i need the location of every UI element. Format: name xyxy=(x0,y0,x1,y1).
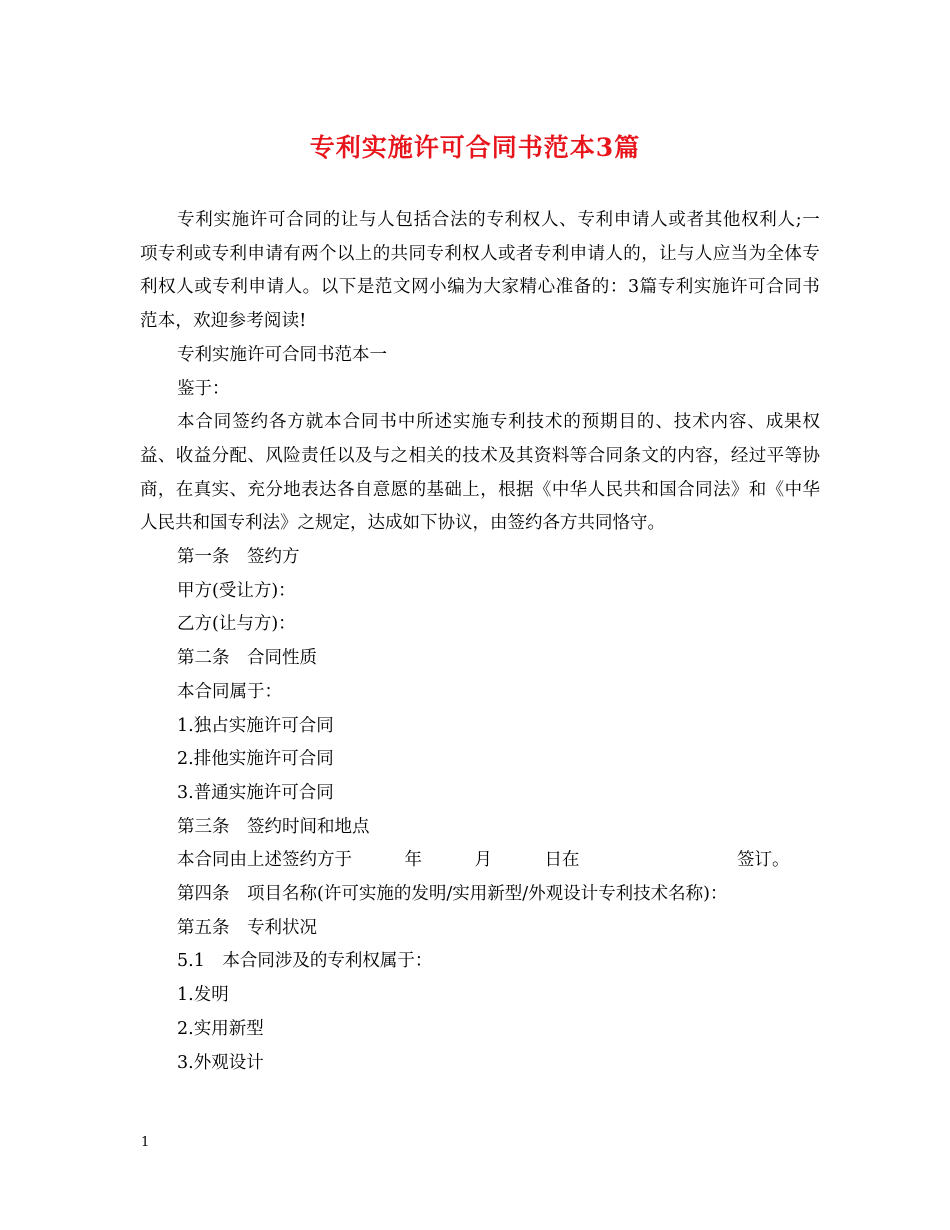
list-item: 3.外观设计 xyxy=(177,1052,264,1073)
clause-5-1: 5.1 本合同涉及的专利权属于： xyxy=(177,951,433,972)
article-2-heading: 第二条 合同性质 xyxy=(177,648,317,669)
document-body xyxy=(140,204,820,1080)
signing-date-line: 本合同由上述签约方于 年 月 日在 签订。 xyxy=(177,850,790,871)
list-item: 3.普通实施许可合同 xyxy=(177,782,334,803)
page-number: 1 xyxy=(141,1135,150,1150)
document-title: 专利实施许可合同书范本3篇 xyxy=(309,133,641,162)
list-item: 1.独占实施许可合同 xyxy=(177,715,334,736)
article-5-heading: 第五条 专利状况 xyxy=(177,917,317,938)
party-a-line: 甲方(受让方)： xyxy=(177,580,296,601)
list-item: 1.发明 xyxy=(177,985,229,1006)
preamble-paragraph: 本合同签约各方就本合同书中所述实施专利技术的预期目的、技术内容、成果权益、收益分配、风险责任以及与之相关的技术及其资料等合同条文的内容，经过平等协商，在真实、充分地表达各自意愿的基础上，根据《中华人民共和国合同法》和《中华人民共和国专利法》之规定，达成如下协议，由签约各方共同恪守。 xyxy=(140,412,820,534)
list-item: 2.实用新型 xyxy=(177,1018,264,1039)
article-3-heading: 第三条 签约时间和地点 xyxy=(177,816,370,837)
whereas-label: 鉴于： xyxy=(177,378,230,399)
party-b-line: 乙方(让与方)： xyxy=(177,614,296,635)
article-4-heading: 第四条 项目名称(许可实施的发明/实用新型/外观设计专利技术名称)： xyxy=(177,884,728,905)
section-heading-sample-one: 专利实施许可合同书范本一 xyxy=(177,344,387,365)
list-item: 2.排他实施许可合同 xyxy=(177,749,334,770)
article-1-heading: 第一条 签约方 xyxy=(177,547,300,568)
intro-paragraph: 专利实施许可合同的让与人包括合法的专利权人、专利申请人或者其他权利人;一项专利或专利申请有两个以上的共同专利权人或者专利申请人的，让与人应当为全体专利权人或专利申请人。以下是范文网小编为大家精心准备的：3篇专利实施许可合同书范本，欢迎参考阅读! xyxy=(140,210,820,332)
contract-type-label: 本合同属于： xyxy=(177,681,282,702)
